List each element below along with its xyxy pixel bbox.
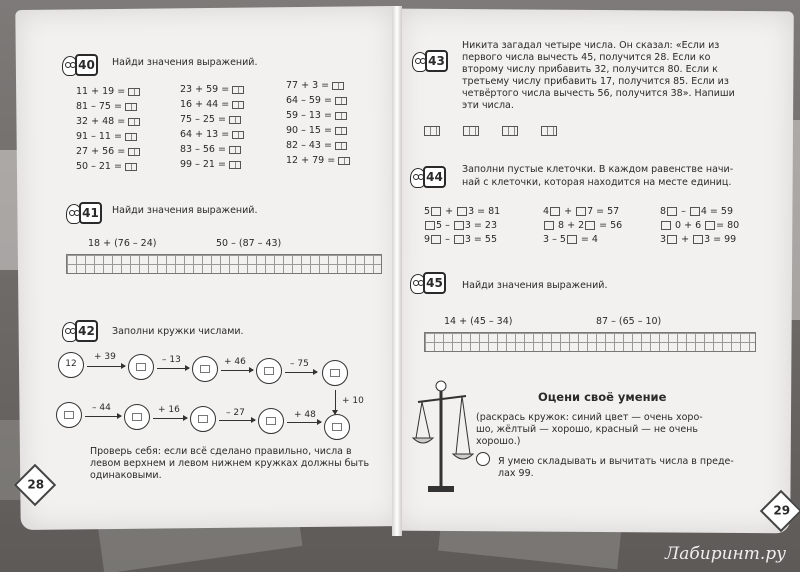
- arrow: [285, 372, 317, 373]
- number-circle[interactable]: [124, 404, 150, 430]
- self-assessment-line: (раскрась кружок: синий цвет — очень хоро-: [476, 412, 703, 423]
- equation: 4 + 7 = 57: [543, 206, 620, 217]
- number-circle[interactable]: [322, 360, 348, 386]
- text-line: четвёртого числа вычесть 56, получится 38». Напиши: [462, 88, 735, 99]
- check-text-line: одинаковыми.: [90, 470, 162, 481]
- answer-box[interactable]: [128, 88, 140, 96]
- expression: 59 – 13 =: [286, 110, 347, 122]
- operation-label: – 13: [162, 355, 181, 365]
- answer-box[interactable]: [229, 146, 241, 154]
- exercise-number: 40: [75, 54, 98, 76]
- equation: 9 – 3 = 55: [424, 234, 497, 245]
- number-circle[interactable]: [324, 414, 350, 440]
- equation: 3 + 3 = 99: [660, 234, 737, 245]
- answer-box[interactable]: [128, 148, 140, 156]
- operation-label: + 16: [158, 405, 180, 415]
- watermark: Лабиринт.ру: [665, 544, 786, 564]
- exercise-44-badge: [410, 162, 446, 192]
- answer-box[interactable]: [128, 118, 140, 126]
- empty-cell[interactable]: [454, 235, 464, 244]
- self-assessment-statement: Я умею складывать и вычитать числа в преде-: [498, 456, 734, 467]
- answer-box[interactable]: [332, 82, 344, 90]
- equation: 8 + 2 = 56: [543, 220, 622, 232]
- answer-box[interactable]: [335, 127, 347, 135]
- empty-cell[interactable]: [667, 207, 677, 216]
- operation-label: – 75: [290, 359, 309, 369]
- equation: 8 – 4 = 59: [660, 206, 733, 217]
- number-circle[interactable]: [258, 408, 284, 434]
- answer-box[interactable]: [463, 126, 479, 136]
- empty-cell[interactable]: [454, 221, 464, 230]
- arrow-left: [219, 420, 255, 421]
- number-circle[interactable]: [192, 356, 218, 382]
- empty-cell[interactable]: [550, 207, 560, 216]
- empty-cell[interactable]: [544, 221, 554, 230]
- operation-label: – 27: [226, 408, 245, 418]
- exercise-number: 41: [79, 202, 102, 224]
- exercise-43-badge: [412, 46, 448, 76]
- answer-box[interactable]: [335, 142, 347, 150]
- expression: 90 – 15 =: [286, 125, 347, 137]
- exercise-41-expression-1: 18 + (76 – 24): [88, 238, 157, 249]
- empty-cell[interactable]: [693, 235, 703, 244]
- exercise-number: 42: [75, 320, 98, 342]
- book-spine: [392, 6, 402, 536]
- number-circle[interactable]: [128, 354, 154, 380]
- text-line: первого числа вычесть 45, получится 28. Если ко: [462, 52, 711, 63]
- exercise-40-badge: [62, 50, 98, 80]
- exercise-42-badge: [62, 316, 98, 346]
- expression: 83 – 56 =: [180, 144, 241, 156]
- exercise-43-answer-boxes: [424, 120, 557, 139]
- answer-box[interactable]: [502, 126, 518, 136]
- exercise-41-expression-2: 50 – (87 – 43): [216, 238, 282, 249]
- exercise-44-text-line: най с клеточки, которая находится на месте единиц.: [462, 177, 732, 188]
- answer-box[interactable]: [335, 97, 347, 105]
- answer-box[interactable]: [229, 116, 241, 124]
- text-line: второму числу прибавить 32, получится 80. Если к: [462, 64, 718, 75]
- self-assessment-line: хорошо.): [476, 436, 521, 447]
- expression: 16 + 44 =: [180, 99, 244, 111]
- exercise-45-badge: [410, 268, 446, 298]
- expression: 64 + 13 =: [180, 129, 244, 141]
- equation: 0 + 6 = 80: [660, 220, 739, 232]
- operation-label: + 10: [342, 396, 364, 406]
- page-number-badge: 28: [14, 464, 56, 506]
- operation-label: – 44: [92, 403, 111, 413]
- answer-box[interactable]: [338, 157, 350, 165]
- text-line: третьему числу прибавить 17, получится 85. Если из: [462, 76, 729, 87]
- operation-label: + 39: [94, 352, 116, 362]
- expression: 75 – 25 =: [180, 114, 241, 126]
- equation: 3 – 5 = 4: [543, 234, 598, 245]
- answer-box[interactable]: [125, 163, 137, 171]
- answer-box[interactable]: [424, 126, 440, 136]
- text-line: эти числа.: [462, 100, 514, 111]
- scale-icon: [408, 378, 474, 498]
- answer-box[interactable]: [125, 103, 137, 111]
- expression: 11 + 19 =: [76, 86, 140, 98]
- number-circle[interactable]: [56, 402, 82, 428]
- expression: 82 – 43 =: [286, 140, 347, 152]
- empty-cell[interactable]: [667, 235, 677, 244]
- arrow: [157, 368, 189, 369]
- arrow: [221, 370, 253, 371]
- answer-box[interactable]: [232, 86, 244, 94]
- exercise-45-expression-2: 87 – (65 – 10): [596, 316, 662, 327]
- arrow-left: [85, 416, 121, 417]
- empty-cell[interactable]: [661, 221, 671, 230]
- empty-cell[interactable]: [431, 207, 441, 216]
- number-circle[interactable]: [190, 406, 216, 432]
- exercise-44-text-line: Заполни пустые клеточки. В каждом равенстве начи-: [462, 164, 734, 175]
- answer-box[interactable]: [232, 101, 244, 109]
- answer-grid[interactable]: [424, 332, 756, 352]
- empty-cell[interactable]: [576, 207, 586, 216]
- expression: 23 + 59 =: [180, 84, 244, 96]
- check-text-line: Проверь себя: если всё сделано правильно, числа в: [90, 446, 352, 457]
- operation-label: + 48: [294, 410, 316, 420]
- exercise-number: 43: [425, 50, 448, 72]
- text-line: Никита загадал четыре числа. Он сказал: «Если из: [462, 40, 720, 51]
- arrow-left: [287, 422, 321, 423]
- exercise-number: 44: [423, 166, 446, 188]
- exercise-42-instruction: Заполни кружки числами.: [112, 326, 244, 337]
- exercise-41-instruction: Найди значения выражений.: [112, 205, 258, 216]
- number-circle: 12: [58, 352, 84, 378]
- expression: 27 + 56 =: [76, 146, 140, 158]
- exercise-45-expression-1: 14 + (45 – 34): [444, 316, 513, 327]
- expression: 77 + 3 =: [286, 80, 344, 92]
- self-assessment-title: Оцени своё умение: [538, 390, 667, 404]
- answer-box[interactable]: [232, 131, 244, 139]
- equation: 5 + 3 = 81: [424, 206, 501, 217]
- empty-cell[interactable]: [431, 235, 441, 244]
- answer-box[interactable]: [541, 126, 557, 136]
- expression: 91 – 11 =: [76, 131, 137, 143]
- arrow-down: [335, 390, 336, 414]
- exercise-number: 45: [423, 272, 446, 294]
- answer-box[interactable]: [125, 133, 137, 141]
- expression: 99 – 21 =: [180, 159, 241, 171]
- expression: 81 – 75 =: [76, 101, 137, 113]
- check-text-line: левом верхнем и левом нижнем кружках должны быть: [90, 458, 370, 469]
- expression: 50 – 21 =: [76, 161, 137, 173]
- expression: 32 + 48 =: [76, 116, 140, 128]
- exercise-41-badge: [66, 198, 102, 228]
- empty-cell[interactable]: [457, 207, 467, 216]
- arrow: [87, 366, 125, 367]
- answer-grid[interactable]: [66, 254, 382, 274]
- empty-cell[interactable]: [567, 235, 577, 244]
- color-circle[interactable]: [476, 452, 490, 466]
- empty-cell[interactable]: [585, 221, 595, 230]
- empty-cell[interactable]: [690, 207, 700, 216]
- equation: 5 – 3 = 23: [424, 220, 497, 232]
- expression: 12 + 79 =: [286, 155, 350, 167]
- self-assessment-line: шо, жёлтый — хорошо, красный — не очень: [476, 424, 698, 435]
- expression: 64 – 59 =: [286, 95, 347, 107]
- exercise-40-instruction: Найди значения выражений.: [112, 57, 258, 68]
- arrow-left: [153, 418, 187, 419]
- operation-label: + 46: [224, 357, 246, 367]
- page-number-badge: 29: [760, 490, 800, 532]
- empty-cell[interactable]: [425, 221, 435, 230]
- empty-cell[interactable]: [705, 221, 715, 230]
- answer-box[interactable]: [229, 161, 241, 169]
- number-circle[interactable]: [256, 358, 282, 384]
- exercise-45-instruction: Найди значения выражений.: [462, 280, 608, 291]
- answer-box[interactable]: [335, 112, 347, 120]
- self-assessment-statement: лах 99.: [498, 468, 534, 479]
